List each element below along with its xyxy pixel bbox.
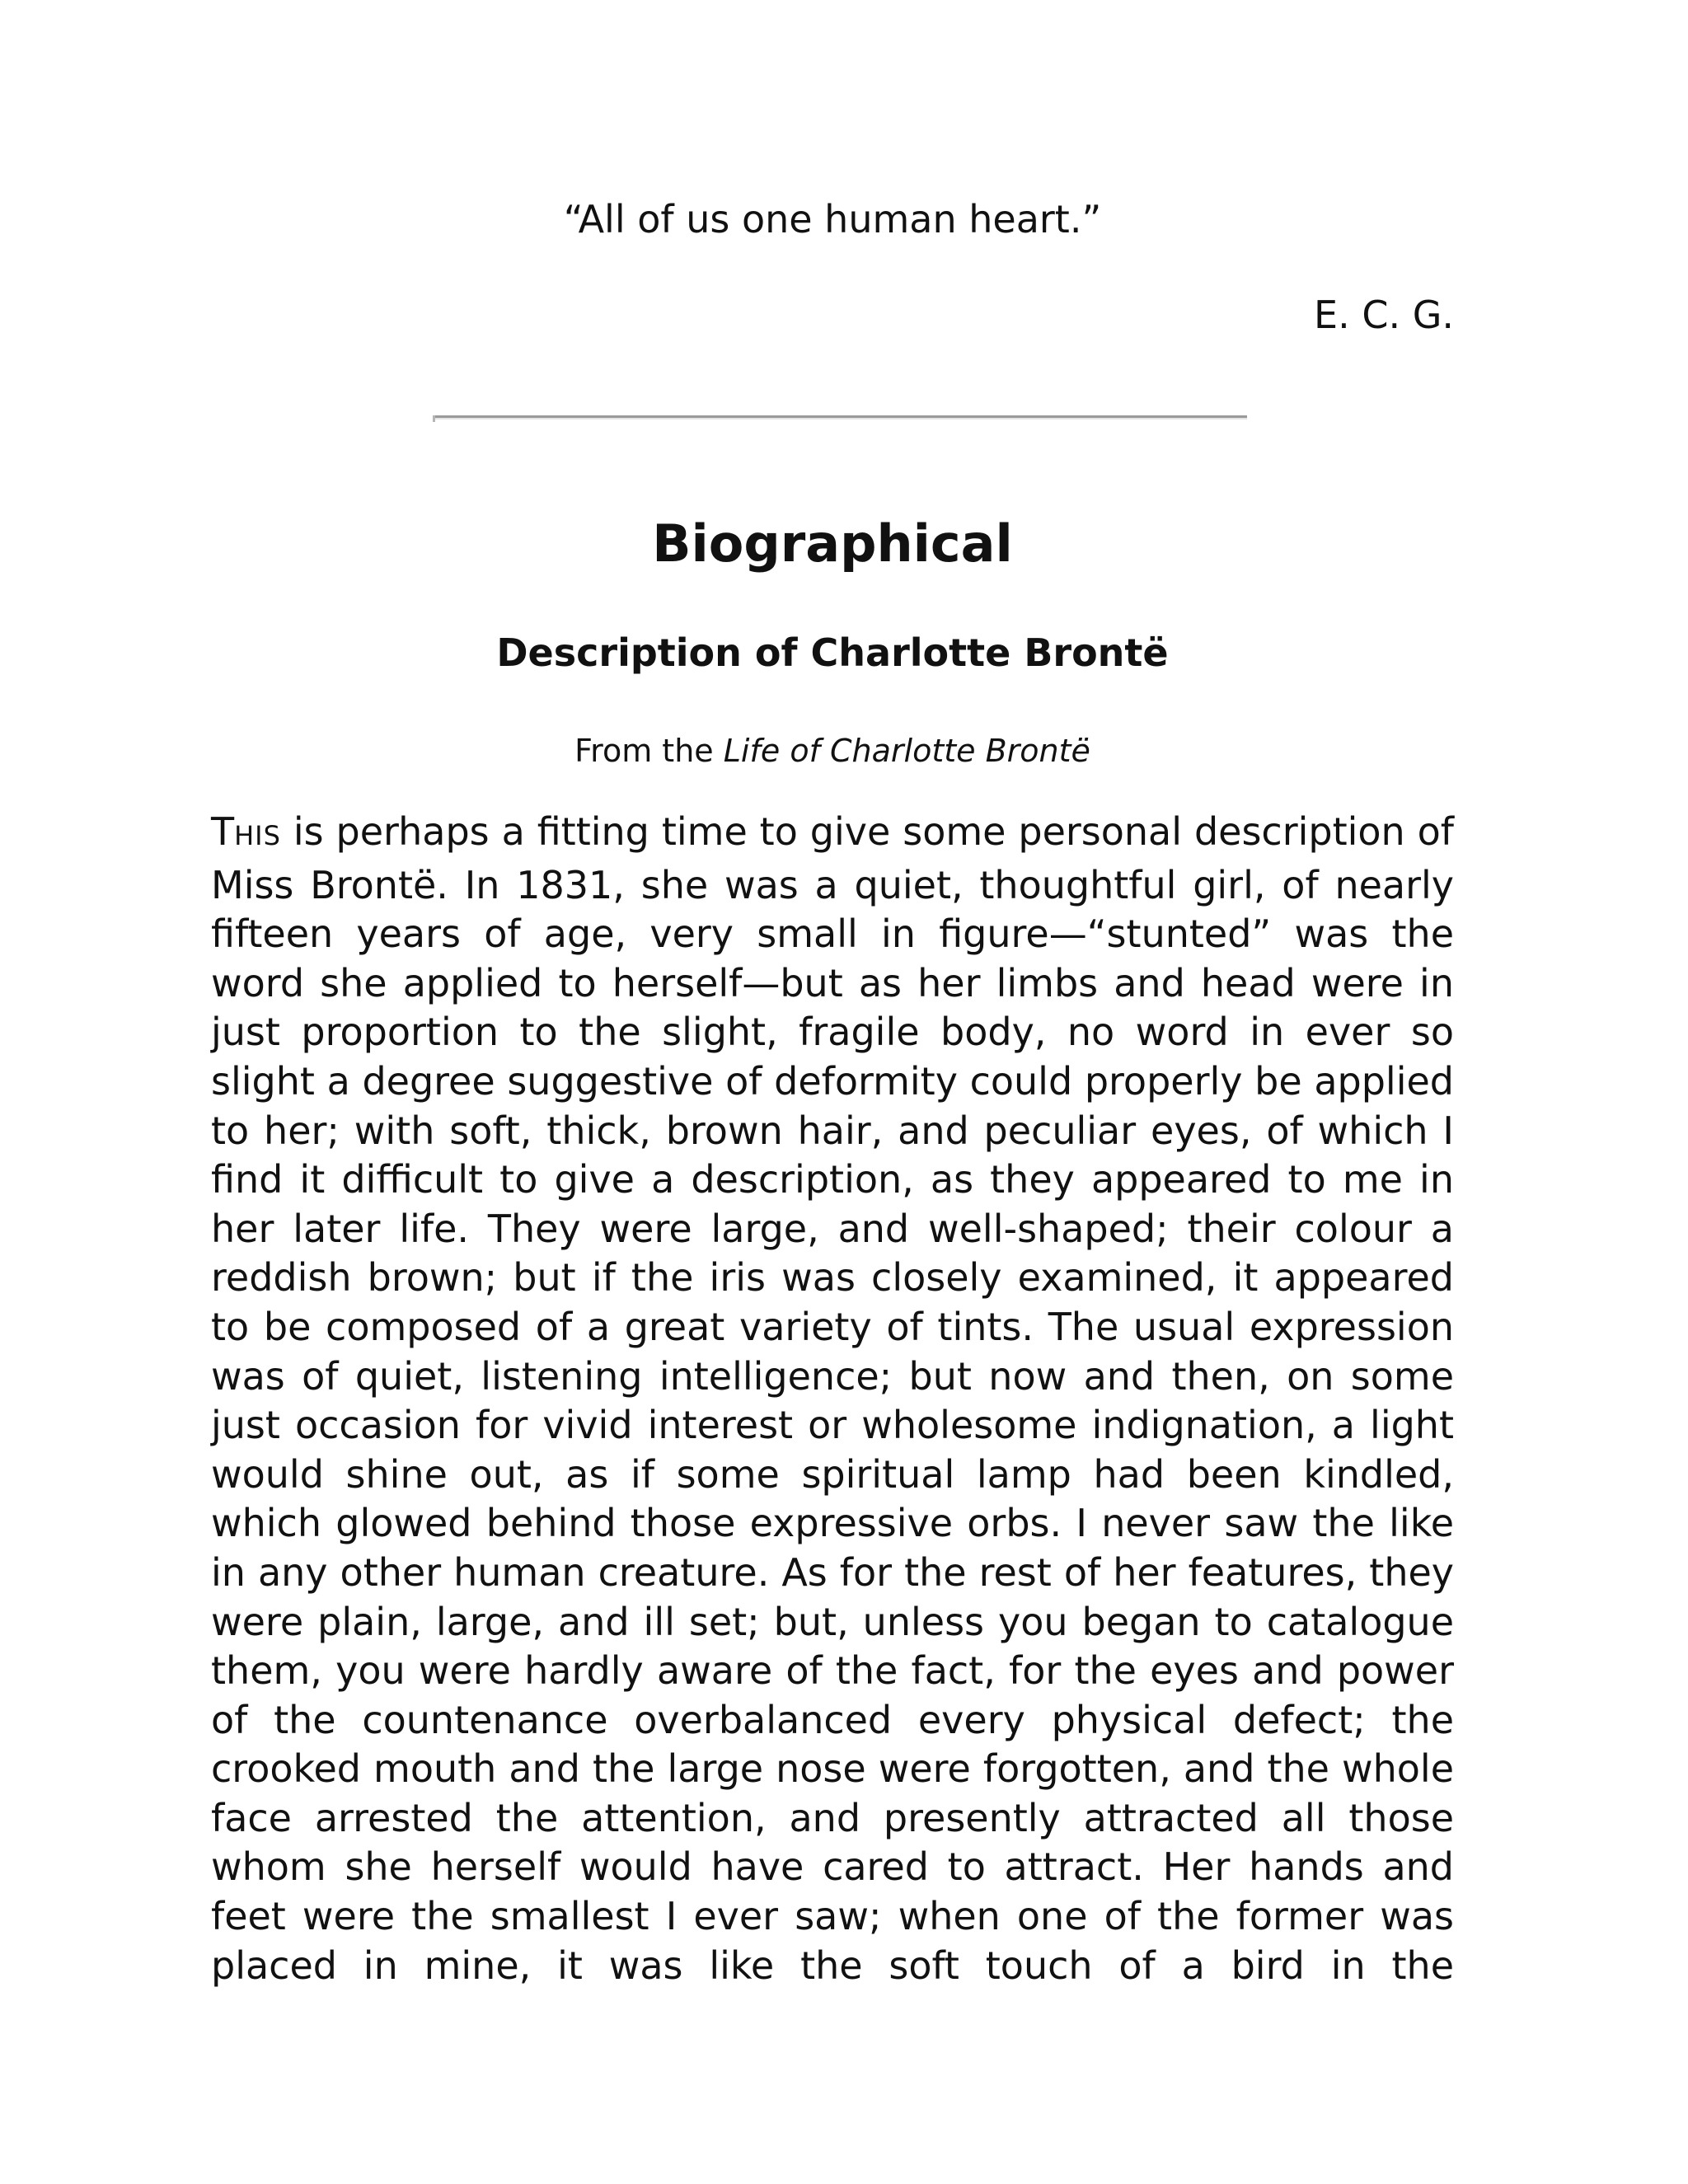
epigraph-attribution: E. C. G. (1314, 293, 1454, 337)
horizontal-divider (433, 415, 1247, 419)
body-text: is perhaps a fitting time to give some personal description of Miss Brontë. In 1831, she was a quiet, thoughtful girl, of nearly fifteen years of age, very small in figure—“stunted” was the word she applied to herself—but as her limbs and head were in just proportion to the slight, fragile body, no word in ever so slight a degree suggestive of deformity could properly be applied to her; with soft, thick, brown hair, and peculiar eyes, of which I find it difficult to give a description, as they appeared to me in her later life. They were large, and well-shaped; their colour a reddish brown; but if the iris was closely examined, it appeared to be composed of a great variety of tints. The usual expression was of quiet, listening intelligence; but now and then, on some just occasion for vivid interest or wholesome indignation, a light would shine out, as if some spiritual lamp had been kindled, which glowed behind those expressive orbs. I never saw the like in any other human creature. As for the rest of her features, they were plain, large, and ill set; but, unless you began to catalogue them, you were hardly aware of the fact, for the eyes and power of the countenance overbalanced every physical defect; the crooked mouth and the large nose were forgotten, and the whole face arrested the attention, and presently attracted all those whom she herself would have cared to attract. Her hands and feet were the smallest I ever saw; when one of the former was placed in mine, it was like the soft touch of a bird in the (211, 809, 1454, 1988)
lead-small-caps: HIS (234, 820, 281, 851)
source-prefix: From the (574, 733, 724, 769)
source-line (211, 730, 1454, 771)
body-paragraph (211, 808, 1454, 1990)
epigraph-quote-text: “All of us one human heart.” (563, 197, 1102, 241)
section-subtitle: Description of Charlotte Brontë (496, 630, 1169, 675)
lead-capital: T (211, 809, 235, 854)
epigraph-quote (211, 194, 1454, 244)
source-title: Life of Charlotte Brontë (723, 733, 1090, 769)
section-title: Biographical (652, 513, 1013, 574)
document-page (211, 0, 1454, 2184)
